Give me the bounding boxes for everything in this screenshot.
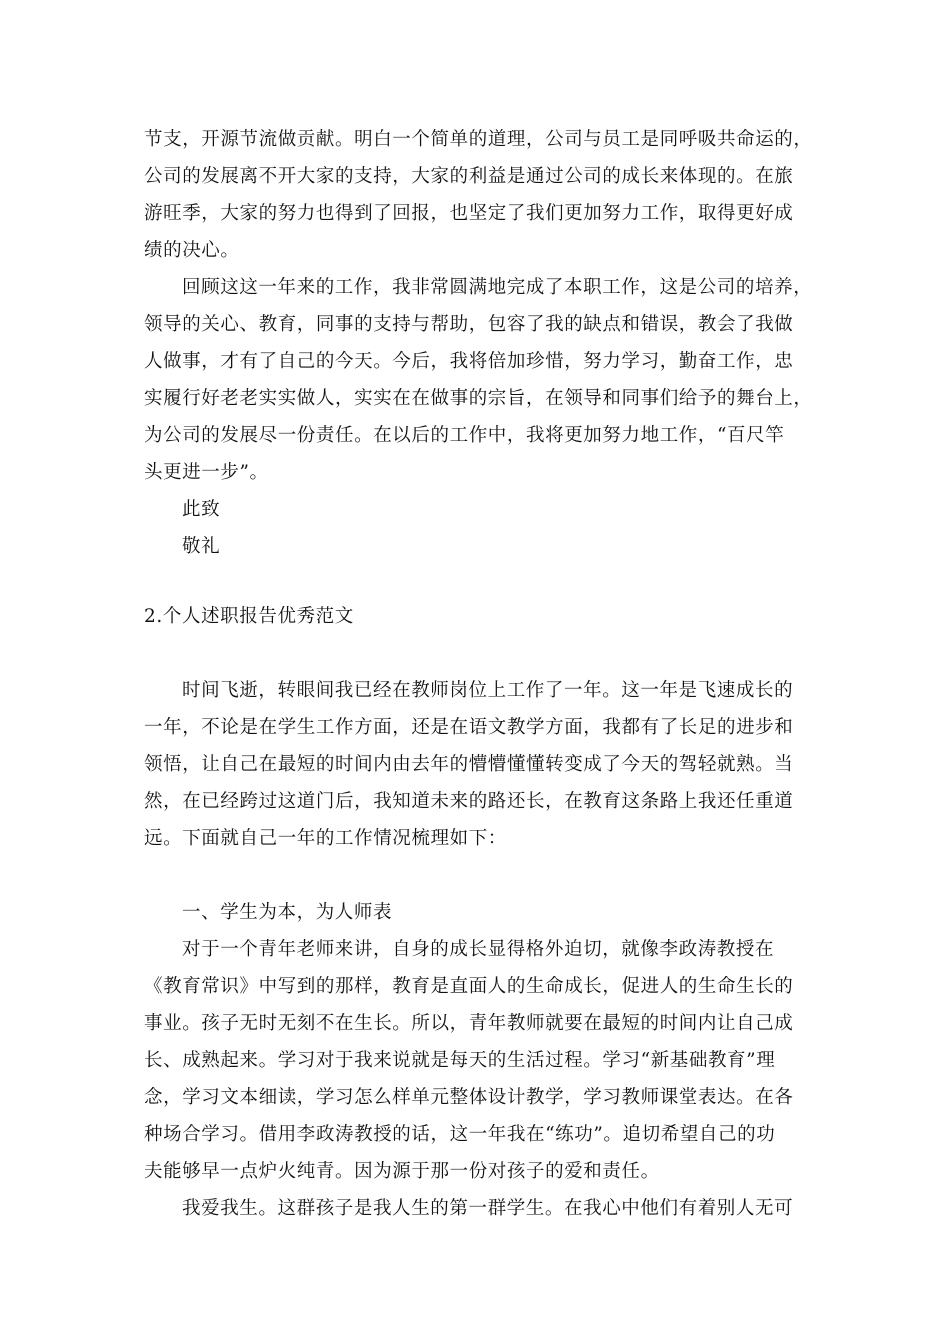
paragraph-line: 人做事，才有了自己的今天。今后，我将倍加珍惜，努力学习，勤奋工作，忠 xyxy=(144,351,794,372)
paragraph-line: 时间飞逝，转眼间我已经在教师岗位上工作了一年。这一年是飞速成长的 xyxy=(182,680,794,701)
paragraph-line: 为公司的发展尽一份责任。在以后的工作中，我将更加努力地工作，“百尺竿 xyxy=(144,425,785,446)
paragraph-line: 远。下面就自己一年的工作情况梳理如下： xyxy=(144,828,507,849)
paragraph-line: 游旺季，大家的努力也得到了回报，也坚定了我们更加努力工作，取得更好成 xyxy=(144,203,794,224)
subheading: 一、学生为本，为人师表 xyxy=(182,902,393,923)
paragraph-line: 《教育常识》中写到的那样，教育是直面人的生命成长，促进人的生命生长的 xyxy=(144,976,794,997)
paragraph-line: 领导的关心、教育，同事的支持与帮助，包容了我的缺点和错误，教会了我做 xyxy=(144,314,794,335)
paragraph-line: 一年，不论是在学生工作方面，还是在语文教学方面，我都有了长足的进步和 xyxy=(144,717,794,738)
closing-regards: 敬礼 xyxy=(182,536,221,557)
paragraph-line: 念，学习文本细读，学习怎么样单元整体设计教学，学习教师课堂表达。在各 xyxy=(144,1087,794,1108)
paragraph-line: 夫能够早一点炉火纯青。因为源于那一份对孩子的爱和责任。 xyxy=(144,1161,660,1182)
closing-salutation: 此致 xyxy=(182,499,221,520)
paragraph-line: 头更进一步”。 xyxy=(144,462,269,483)
paragraph-line: 然，在已经跨过这道门后，我知道未来的路还长，在教育这条路上我还任重道 xyxy=(144,791,794,812)
section-heading: 2.个人述职报告优秀范文 xyxy=(144,606,354,627)
paragraph-line: 对于一个青年老师来讲，自身的成长显得格外迫切，就像李政涛教授在 xyxy=(182,939,775,960)
paragraph-line: 节支，开源节流做贡献。明白一个简单的道理，公司与员工是同呼吸共命运的， xyxy=(144,129,813,150)
paragraph-line: 长、成熟起来。学习对于我来说就是每天的生活过程。学习“新基础教育”理 xyxy=(144,1050,776,1071)
paragraph-line: 种场合学习。借用李政涛教授的话，这一年我在“练功”。追切希望自己的功 xyxy=(144,1124,776,1145)
paragraph-line: 领悟，让自己在最短的时间内由去年的懵懵懂懂转变成了今天的驾轻就熟。当 xyxy=(144,754,794,775)
paragraph-line: 事业。孩子无时无刻不在生长。所以，青年教师就要在最短的时间内让自己成 xyxy=(144,1013,794,1034)
paragraph-line: 我爱我生。这群孩子是我人生的第一群学生。在我心中他们有着别人无可 xyxy=(182,1198,794,1219)
paragraph-line: 实履行好老老实实做人，实实在在做事的宗旨，在领导和同事们给予的舞台上， xyxy=(144,388,813,409)
paragraph-line: 公司的发展离不开大家的支持，大家的利益是通过公司的成长来体现的。在旅 xyxy=(144,166,794,187)
paragraph-line: 绩的决心。 xyxy=(144,240,240,261)
paragraph-line: 回顾这这一年来的工作，我非常圆满地完成了本职工作，这是公司的培养， xyxy=(182,277,813,298)
